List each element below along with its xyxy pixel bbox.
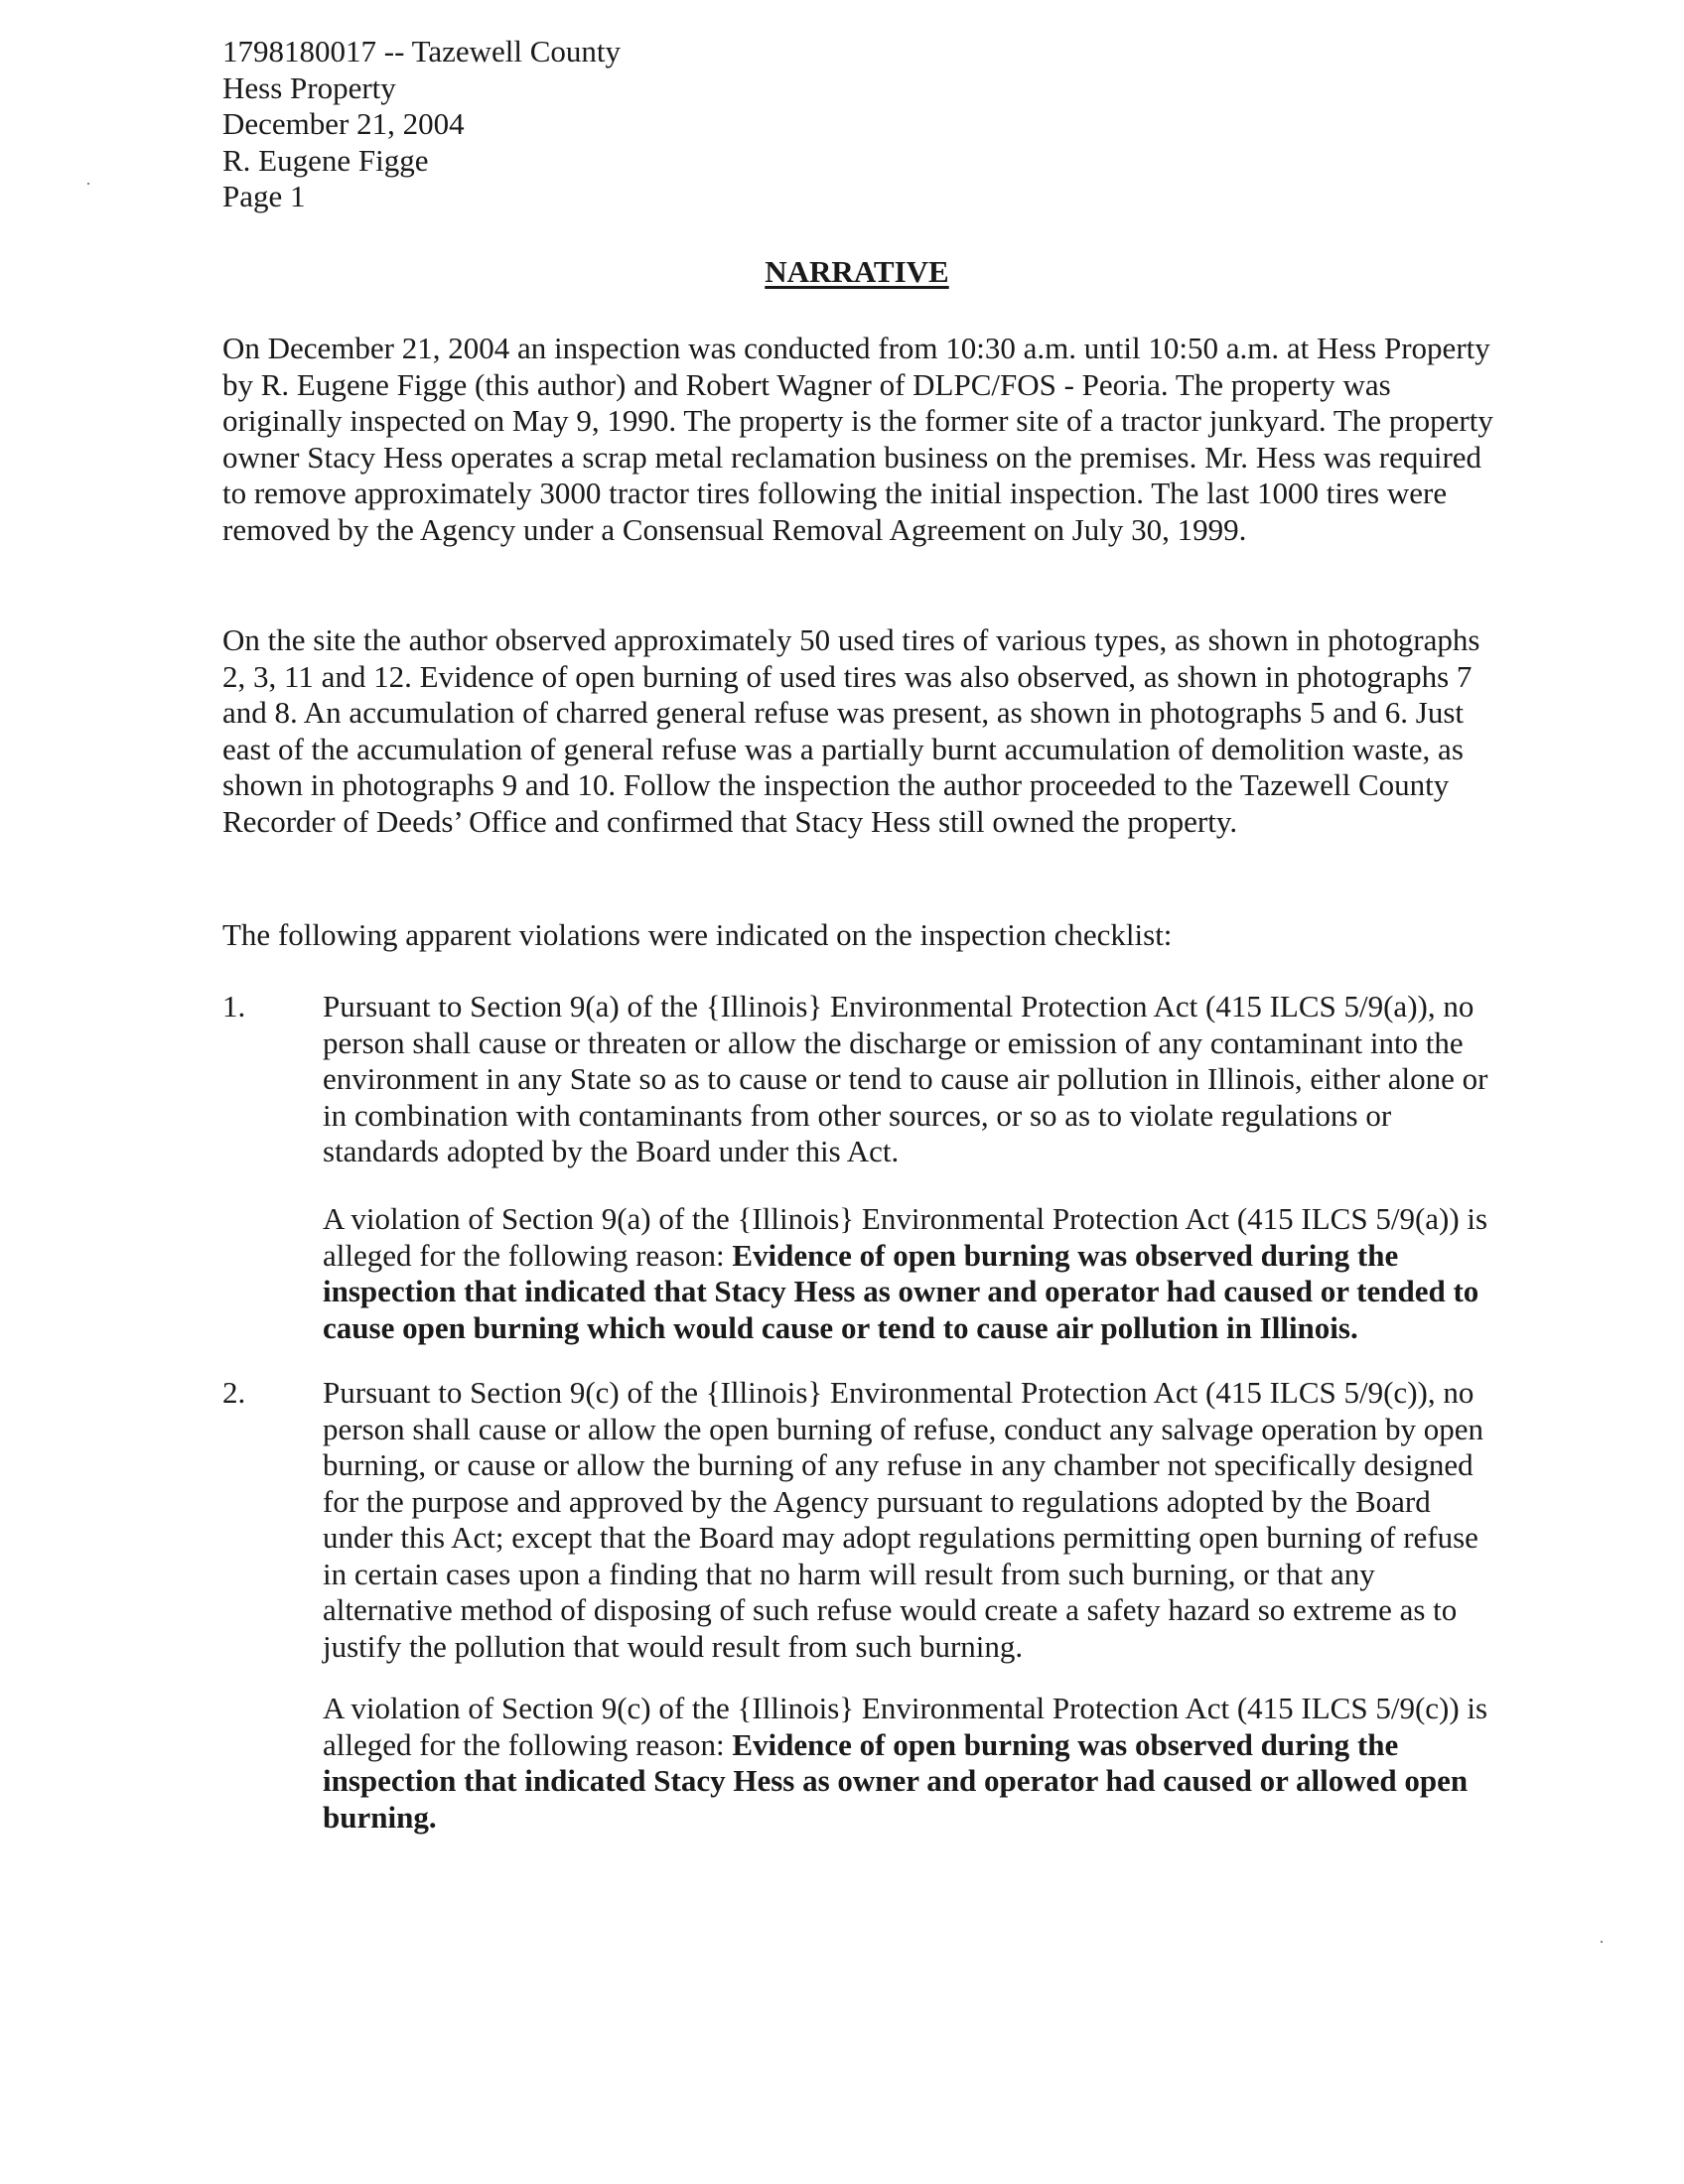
violation-number: 1.	[222, 989, 246, 1024]
scan-speck	[1601, 1941, 1603, 1943]
allegation-reason: Evidence of open burning was observed during the inspection that indicated that Stacy Hess as owner and operator had caused or tended to cause open burning which would cause or tend to cause air pollution in Illinois.	[323, 1237, 1479, 1345]
violation-number: 2.	[222, 1375, 246, 1410]
header-date: December 21, 2004	[222, 106, 465, 141]
violations-intro: The following apparent violations were indicated on the inspection checklist:	[222, 917, 1173, 952]
header-author: R. Eugene Figge	[222, 142, 429, 178]
narrative-paragraph-1: On December 21, 2004 an inspection was conducted from 10:30 a.m. until 10:50 a.m. at Hess Property by R. Eugene Figge (this author) and Robert Wagner of DLPC/FOS - Peoria. The property was originally inspected on May 9, 1990. The property is the former site of a tractor junkyard. The property owner Stacy Hess operates a scrap metal reclamation business on the premises. Mr. Hess was required to remove approximately 3000 tractor tires following the initial inspection. The last 1000 tires were removed by the Agency under a Consensual Removal Agreement on July 30, 1999.	[222, 331, 1493, 547]
header-page-number: Page 1	[222, 179, 306, 213]
allegation-intro: A violation of Section 9(c) of the {Illinois} Environmental Protection Act (415 ILCS 5/9(c)) is alleged for the following reason:	[323, 1691, 1488, 1762]
narrative-paragraph-2: On the site the author observed approximately 50 used tires of various types, as shown in photographs 2, 3, 11 and 12. Evidence of open burning of used tires was also observed, as shown in photographs 7 and 8. An accumulation of charred general refuse was present, as shown in photographs 5 and 6. Just east of the accumulation of general refuse was a partially burnt accumulation of demolition waste, as shown in photographs 9 and 10. Follow the inspection the author proceeded to the Tazewell County Recorder of Deeds’ Office and confirmed that Stacy Hess still owned the property.	[222, 622, 1480, 839]
document-header	[222, 34, 1116, 215]
header-site-name: Hess Property	[222, 69, 396, 105]
violation-statute-text: Pursuant to Section 9(a) of the {Illinois} Environmental Protection Act (415 ILCS 5/9(a)), no person shall cause or threaten or allow the discharge or emission of any contaminant into the environment in any State so as to cause or tend to cause air pollution in Illinois, either alone or in combination with contaminants from other sources, or so as to violate regulations or standards adopted by the Board under this Act.	[323, 989, 1488, 1168]
scan-speck	[87, 183, 89, 185]
allegation-reason: Evidence of open burning was observed during the inspection that indicated Stacy Hess as owner and operator had caused or allowed open burning.	[323, 1726, 1469, 1835]
violation-allegation	[323, 1201, 1504, 1346]
allegation-intro: A violation of Section 9(a) of the {Illinois} Environmental Protection Act (415 ILCS 5/9(a)) is alleged for the following reason:	[323, 1201, 1488, 1273]
document-title: NARRATIVE	[765, 254, 949, 289]
violation-allegation	[323, 1691, 1504, 1836]
violation-statute-text: Pursuant to Section 9(c) of the {Illinois} Environmental Protection Act (415 ILCS 5/9(c)), no person shall cause or allow the open burning of refuse, conduct any salvage operation by open burning, or cause or allow the burning of any refuse in any chamber not specifically designed for the purpose and approved by the Agency pursuant to regulations adopted by the Board under this Act; except that the Board may adopt regulations permitting open burning of refuse in certain cases upon a finding that no harm will result from such burning, or that any alternative method of disposing of such refuse would create a safety hazard so extreme as to justify the pollution that would result from such burning.	[323, 1375, 1484, 1664]
header-file-id: 1798180017 -- Tazewell County	[222, 34, 622, 68]
